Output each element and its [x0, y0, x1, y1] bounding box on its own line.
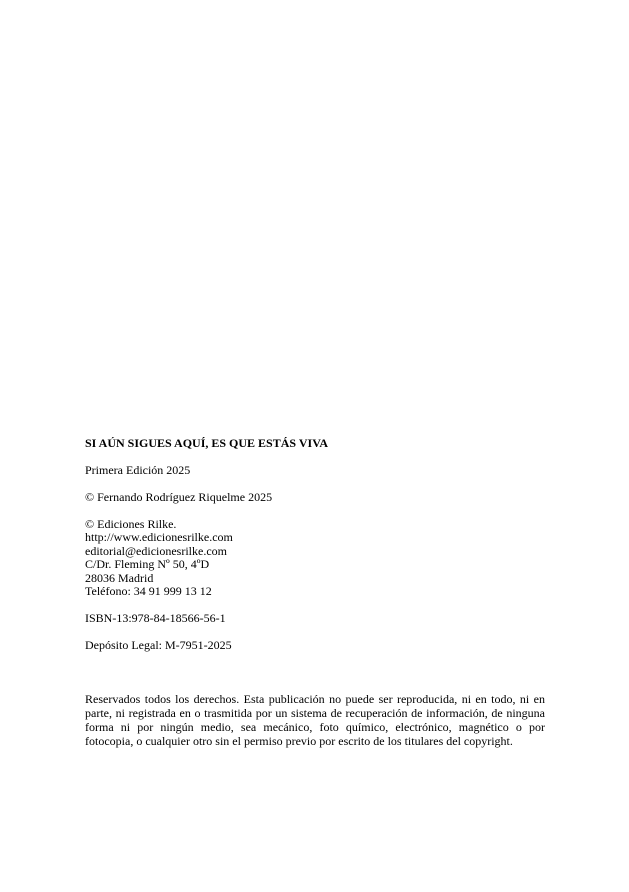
- publisher-phone: Teléfono: 34 91 999 13 12: [85, 584, 212, 598]
- book-title: SI AÚN SIGUES AQUÍ, ES QUE ESTÁS VIVA: [85, 436, 328, 450]
- rights-notice: Reservados todos los derechos. Esta publicación no puede ser reproducida, ni en todo, ni en parte, ni registrada en o trasmitida por un sistema de recuperación de información, de ninguna forma ni por ningún medio, sea mecánico, foto químico, electrónico, magnético o por fotocopia, o cualquier otro sin el permiso previo por escrito de los titulares del copyright.: [85, 692, 545, 748]
- publisher-info: [85, 518, 545, 599]
- publisher-address-line1: C/Dr. Fleming Nº 50, 4ºD: [85, 557, 210, 571]
- publisher-name: © Ediciones Rilke.: [85, 516, 177, 531]
- author-copyright: © Fernando Rodríguez Riquelme 2025: [85, 489, 273, 504]
- edition-text: Primera Edición 2025: [85, 462, 191, 477]
- legal-deposit-text: Depósito Legal: M-7951-2025: [85, 638, 232, 652]
- imprint-block: [85, 436, 545, 653]
- isbn-text: ISBN-13:978-84-18566-56-1: [85, 611, 226, 625]
- publisher-email: editorial@edicionesrilke.com: [85, 543, 228, 558]
- publisher-website: http://www.edicionesrilke.com: [85, 530, 233, 544]
- publisher-address-line2: 28036 Madrid: [85, 570, 154, 585]
